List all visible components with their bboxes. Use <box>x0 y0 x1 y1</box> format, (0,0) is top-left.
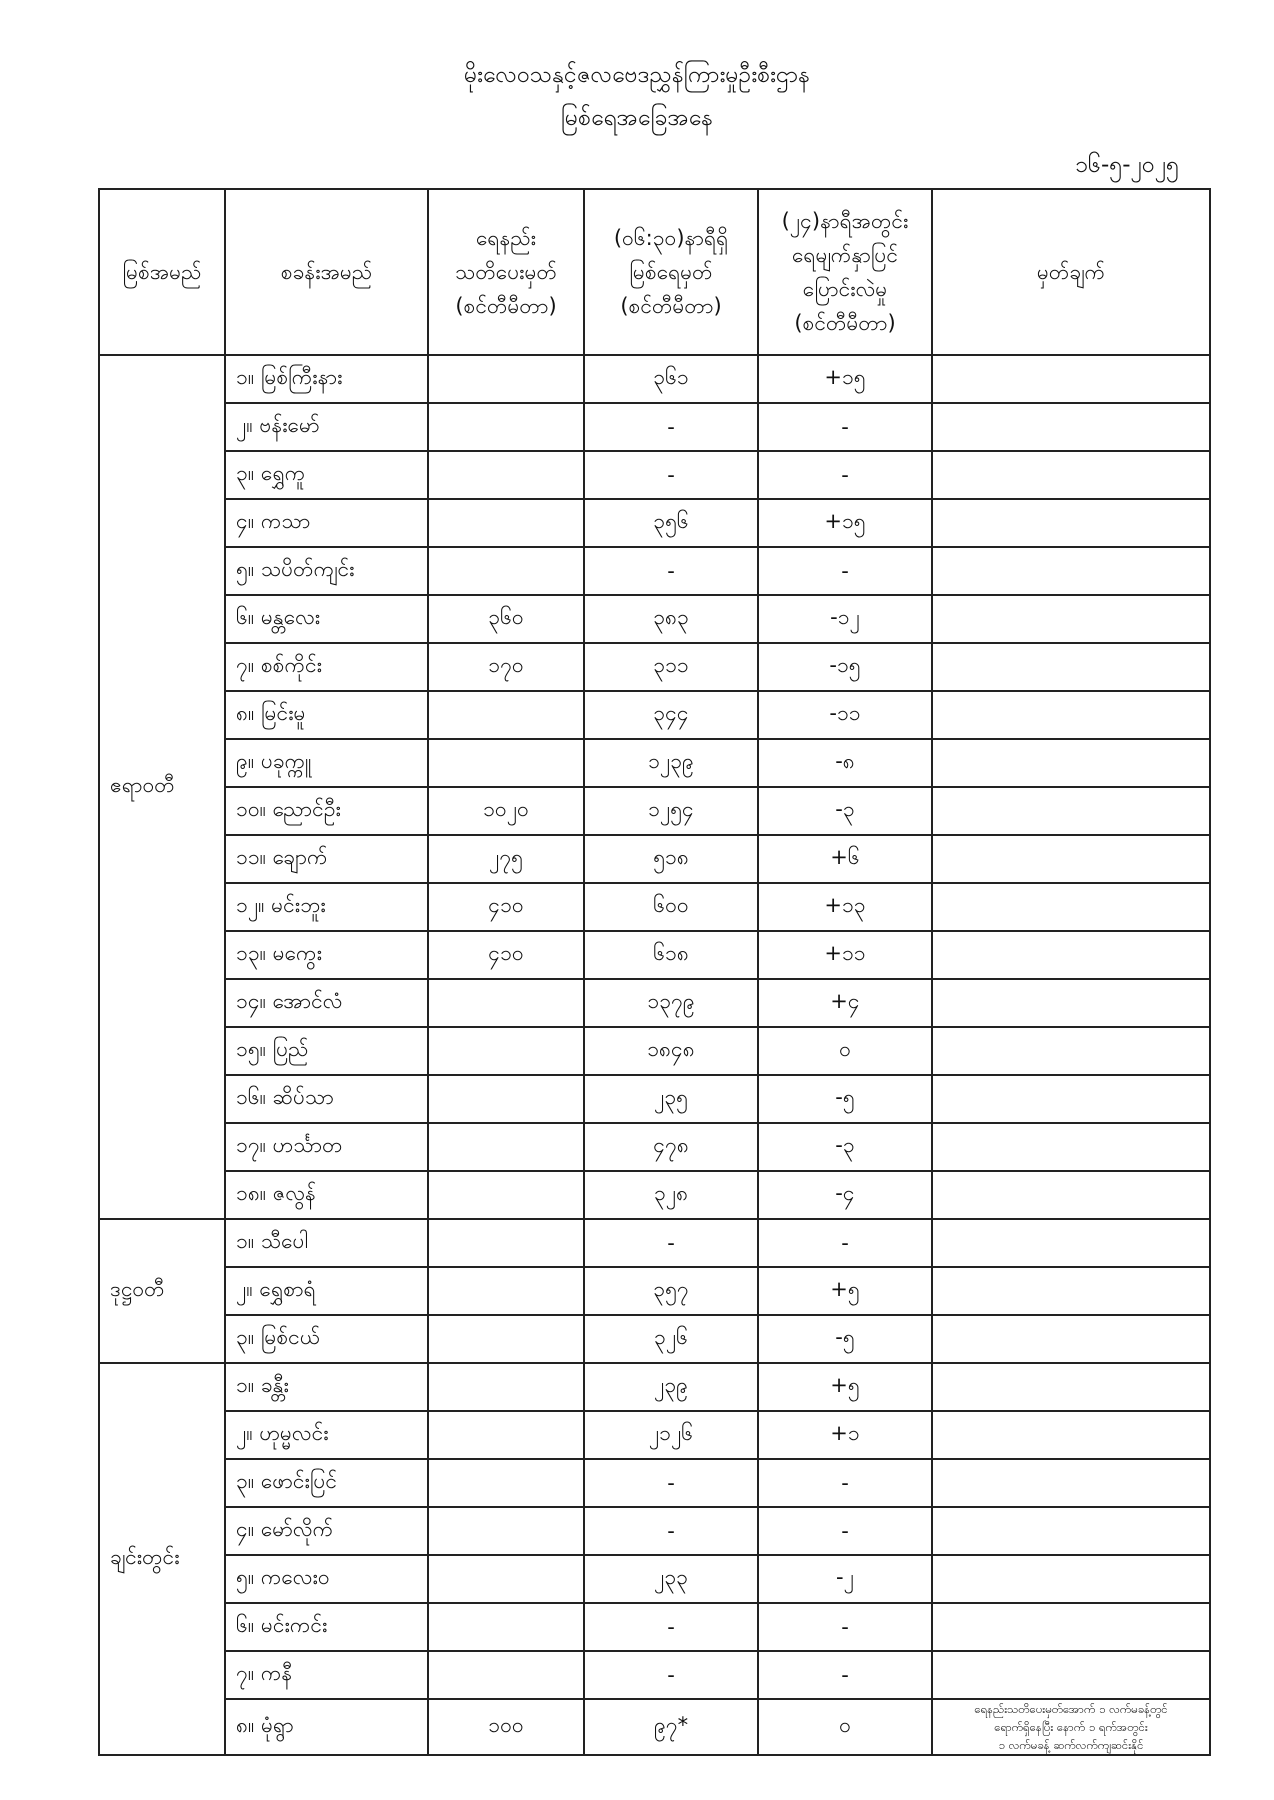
water-level-cell: ၃၄၄ <box>584 691 758 739</box>
table-row <box>99 883 1210 931</box>
level-change-cell: -၁၂ <box>758 595 932 643</box>
station-name: ၂။ ရွှေစာရံ <box>225 1267 428 1315</box>
remark-cell <box>932 883 1210 931</box>
river-level-table <box>98 188 1211 1756</box>
col-header-line: မှတ်ချက် <box>1036 260 1106 284</box>
remark-cell <box>932 835 1210 883</box>
water-level-cell: ၃၆၁ <box>584 355 758 403</box>
station-name: ၁၄။ အောင်လံ <box>225 979 428 1027</box>
table-row <box>99 1267 1210 1315</box>
remark-cell <box>932 787 1210 835</box>
col-header-line: ပြောင်းလဲမှု <box>802 277 888 301</box>
level-change-cell: - <box>758 1219 932 1267</box>
level-change-cell: - <box>758 1507 932 1555</box>
water-level-cell: ၁၈၄၈ <box>584 1027 758 1075</box>
remark-cell <box>932 1411 1210 1459</box>
station-name: ၂။ ဗန်းမော် <box>225 403 428 451</box>
table-row <box>99 1507 1210 1555</box>
report-date: ၁၆-၅-၂၀၂၅ <box>1075 152 1179 178</box>
level-change-cell: - <box>758 1459 932 1507</box>
warning-level-cell <box>428 1603 584 1651</box>
col-header-line: သတိပေးမှတ် <box>455 260 557 284</box>
table-row <box>99 1651 1210 1699</box>
level-change-cell: +၁ <box>758 1411 932 1459</box>
warning-level-cell <box>428 355 584 403</box>
warning-level-cell: ၁၇၀ <box>428 643 584 691</box>
river-name: ဧရာဝတီ <box>99 355 225 1219</box>
water-level-cell: ၃၁၁ <box>584 643 758 691</box>
col-header-change <box>758 189 932 355</box>
table-row <box>99 1123 1210 1171</box>
warning-level-cell <box>428 979 584 1027</box>
table-row <box>99 355 1210 403</box>
remark-cell <box>932 1219 1210 1267</box>
col-header-line: ရေမျက်နှာပြင် <box>792 243 898 267</box>
station-name: ၁၃။ မကွေး <box>225 931 428 979</box>
col-header-river <box>99 189 225 355</box>
col-header-line: မြစ်အမည် <box>122 260 202 284</box>
warning-level-cell: ၃၆၀ <box>428 595 584 643</box>
remark-cell <box>932 499 1210 547</box>
warning-level-cell <box>428 1315 584 1363</box>
table-row <box>99 1315 1210 1363</box>
warning-level-cell <box>428 1075 584 1123</box>
table-row <box>99 451 1210 499</box>
table-row <box>99 1603 1210 1651</box>
warning-level-cell: ၄၁၀ <box>428 931 584 979</box>
level-change-cell: +၁၅ <box>758 499 932 547</box>
level-change-cell: -၅ <box>758 1315 932 1363</box>
col-header-line: (စင်တီမီတာ) <box>794 311 896 335</box>
remark-cell <box>932 931 1210 979</box>
level-change-cell: -၅ <box>758 1075 932 1123</box>
level-change-cell: - <box>758 1603 932 1651</box>
station-name: ၁၆။ ဆိပ်သာ <box>225 1075 428 1123</box>
table-row <box>99 979 1210 1027</box>
warning-level-cell <box>428 1459 584 1507</box>
water-level-cell: ၂၃၃ <box>584 1555 758 1603</box>
table-row <box>99 547 1210 595</box>
water-level-cell: - <box>584 1603 758 1651</box>
remark-cell <box>932 1699 1210 1755</box>
warning-level-cell <box>428 1027 584 1075</box>
station-name: ၃။ ဖောင်းပြင် <box>225 1459 428 1507</box>
table-row <box>99 1075 1210 1123</box>
remark-line: ၁ လက်မခန့် ဆက်လက်ကျဆင်းနိုင် <box>998 1738 1144 1752</box>
remark-cell <box>932 1315 1210 1363</box>
level-change-cell: - <box>758 1651 932 1699</box>
remark-cell <box>932 355 1210 403</box>
station-name: ၆။ မင်းကင်း <box>225 1603 428 1651</box>
water-level-cell: - <box>584 1219 758 1267</box>
table-row <box>99 787 1210 835</box>
warning-level-cell <box>428 547 584 595</box>
station-name: ၁၇။ ဟင်္သာတ <box>225 1123 428 1171</box>
remark-cell <box>932 979 1210 1027</box>
warning-level-cell: ၁၀၂၀ <box>428 787 584 835</box>
remark-cell <box>932 1123 1210 1171</box>
table-row <box>99 1459 1210 1507</box>
table-row <box>99 691 1210 739</box>
station-name: ၁၈။ ဇလွန် <box>225 1171 428 1219</box>
station-name: ၇။ ကနီ <box>225 1651 428 1699</box>
station-name: ၅။ ကလေးဝ <box>225 1555 428 1603</box>
remark-cell <box>932 547 1210 595</box>
water-level-cell: ၁၃၇၉ <box>584 979 758 1027</box>
level-change-cell: -၄ <box>758 1171 932 1219</box>
warning-level-cell <box>428 403 584 451</box>
table-row <box>99 403 1210 451</box>
level-change-cell: +၅ <box>758 1363 932 1411</box>
col-header-station <box>225 189 428 355</box>
table-row <box>99 499 1210 547</box>
station-name: ၄။ မော်လိုက် <box>225 1507 428 1555</box>
station-name: ၁၀။ ညောင်ဦး <box>225 787 428 835</box>
level-change-cell: - <box>758 547 932 595</box>
level-change-cell: - <box>758 403 932 451</box>
remark-cell <box>932 595 1210 643</box>
water-level-cell: - <box>584 547 758 595</box>
table-row <box>99 1555 1210 1603</box>
level-change-cell: -၁၅ <box>758 643 932 691</box>
level-change-cell: +၄ <box>758 979 932 1027</box>
remark-cell <box>932 1075 1210 1123</box>
level-change-cell: +၆ <box>758 835 932 883</box>
remark-cell <box>932 1171 1210 1219</box>
water-level-cell: - <box>584 403 758 451</box>
water-level-cell: ၂၃၅ <box>584 1075 758 1123</box>
warning-level-cell <box>428 739 584 787</box>
remark-cell <box>932 1555 1210 1603</box>
table-row <box>99 739 1210 787</box>
station-name: ၈။ မြင်းမူ <box>225 691 428 739</box>
level-change-cell: -၈ <box>758 739 932 787</box>
station-name: ၃။ မြစ်ငယ် <box>225 1315 428 1363</box>
col-header-line: (၂၄)နာရီအတွင်း <box>781 209 909 233</box>
page-title: မိုးလေဝသနှင့်ဇလဗေဒညွှန်ကြားမှုဦးစီးဌာန <box>463 62 811 88</box>
col-header-warning-level <box>428 189 584 355</box>
warning-level-cell <box>428 1219 584 1267</box>
water-level-cell: - <box>584 1507 758 1555</box>
water-level-cell: - <box>584 1459 758 1507</box>
water-level-cell: ၁၂၅၄ <box>584 787 758 835</box>
remark-cell <box>932 1267 1210 1315</box>
remark-line: ရေနည်းသတိပေးမှတ်အောက် ၁ လက်မခန့်တွင် <box>974 1702 1168 1716</box>
col-header-line: မြစ်ရေမှတ် <box>629 260 713 284</box>
col-header-line: (စင်တီမီတာ) <box>620 294 722 318</box>
col-header-line: ရေနည်း <box>476 226 536 250</box>
water-level-cell: ၅၁၈ <box>584 835 758 883</box>
remark-cell <box>932 643 1210 691</box>
table-row <box>99 1363 1210 1411</box>
water-level-cell: ၁၂၃၉ <box>584 739 758 787</box>
water-level-cell: ၃၅၇ <box>584 1267 758 1315</box>
table-row <box>99 1027 1210 1075</box>
warning-level-cell <box>428 1411 584 1459</box>
warning-level-cell <box>428 451 584 499</box>
remark-cell <box>932 1651 1210 1699</box>
station-name: ၉။ ပခုက္ကူ <box>225 739 428 787</box>
warning-level-cell: ၄၁၀ <box>428 883 584 931</box>
station-name: ၄။ ကသာ <box>225 499 428 547</box>
warning-level-cell: ၁၀၀ <box>428 1699 584 1755</box>
station-name: ၁။ သီပေါ <box>225 1219 428 1267</box>
river-name: ဒုဋ္ဌဝတီ <box>99 1219 225 1363</box>
level-change-cell: ၀ <box>758 1027 932 1075</box>
water-level-cell: ၉၇* <box>584 1699 758 1755</box>
station-name: ၁၂။ မင်းဘူး <box>225 883 428 931</box>
table-row <box>99 643 1210 691</box>
warning-level-cell: ၂၇၅ <box>428 835 584 883</box>
station-name: ၁၁။ ချောက် <box>225 835 428 883</box>
water-level-cell: ၆၀၀ <box>584 883 758 931</box>
col-header-water-level <box>584 189 758 355</box>
col-header-line: (စင်တီမီတာ) <box>455 294 557 318</box>
table-row <box>99 835 1210 883</box>
water-level-cell: ၃၅၆ <box>584 499 758 547</box>
station-name: ၈။ မုံရွာ <box>225 1699 428 1755</box>
station-name: ၇။ စစ်ကိုင်း <box>225 643 428 691</box>
station-name: ၂။ ဟုမ္မလင်း <box>225 1411 428 1459</box>
station-name: ၃။ ရွှေကူ <box>225 451 428 499</box>
warning-level-cell <box>428 1555 584 1603</box>
warning-level-cell <box>428 1171 584 1219</box>
level-change-cell: -၃ <box>758 787 932 835</box>
col-header-line: စခန်းအမည် <box>280 260 373 284</box>
level-change-cell: - <box>758 451 932 499</box>
level-change-cell: +၅ <box>758 1267 932 1315</box>
river-name: ချင်းတွင်း <box>99 1363 225 1755</box>
station-name: ၆။ မန္တလေး <box>225 595 428 643</box>
remark-cell <box>932 739 1210 787</box>
remark-cell <box>932 691 1210 739</box>
level-change-cell: ၀ <box>758 1699 932 1755</box>
remark-cell <box>932 1027 1210 1075</box>
table-row <box>99 595 1210 643</box>
page-subtitle: မြစ်ရေအခြေအနေ <box>561 105 713 131</box>
warning-level-cell <box>428 1363 584 1411</box>
table-row <box>99 1699 1210 1755</box>
col-header-line: (၀၆:၃၀)နာရီရှိ <box>613 226 729 250</box>
station-name: ၅။ သပိတ်ကျင်း <box>225 547 428 595</box>
level-change-cell: -၁၁ <box>758 691 932 739</box>
remark-cell <box>932 403 1210 451</box>
water-level-cell: - <box>584 451 758 499</box>
remark-cell <box>932 1507 1210 1555</box>
remark-cell <box>932 1603 1210 1651</box>
level-change-cell: -၃ <box>758 1123 932 1171</box>
station-name: ၁။ မြစ်ကြီးနား <box>225 355 428 403</box>
water-level-cell: - <box>584 1651 758 1699</box>
level-change-cell: -၂ <box>758 1555 932 1603</box>
col-header-remark <box>932 189 1210 355</box>
water-level-cell: ၄၇၈ <box>584 1123 758 1171</box>
water-level-cell: ၂၃၉ <box>584 1363 758 1411</box>
table-row <box>99 1411 1210 1459</box>
remark-cell <box>932 1363 1210 1411</box>
water-level-cell: ၃၂၆ <box>584 1315 758 1363</box>
station-name: ၁။ ခန္တီး <box>225 1363 428 1411</box>
warning-level-cell <box>428 1123 584 1171</box>
warning-level-cell <box>428 691 584 739</box>
level-change-cell: +၁၅ <box>758 355 932 403</box>
warning-level-cell <box>428 499 584 547</box>
remark-cell <box>932 1459 1210 1507</box>
level-change-cell: +၁၃ <box>758 883 932 931</box>
warning-level-cell <box>428 1651 584 1699</box>
remark-cell <box>932 451 1210 499</box>
warning-level-cell <box>428 1507 584 1555</box>
station-name: ၁၅။ ပြည် <box>225 1027 428 1075</box>
level-change-cell: +၁၁ <box>758 931 932 979</box>
remark-line: ရောက်ရှိနေပြီး နောက် ၁ ရက်အတွင်း <box>994 1720 1148 1734</box>
warning-level-cell <box>428 1267 584 1315</box>
table-header-row <box>99 189 1210 355</box>
water-level-cell: ၃၂၈ <box>584 1171 758 1219</box>
table-row <box>99 1219 1210 1267</box>
water-level-cell: ၃၈၃ <box>584 595 758 643</box>
table-row <box>99 1171 1210 1219</box>
table-body <box>99 355 1210 1755</box>
table-row <box>99 931 1210 979</box>
water-level-cell: ၂၁၂၆ <box>584 1411 758 1459</box>
water-level-cell: ၆၁၈ <box>584 931 758 979</box>
